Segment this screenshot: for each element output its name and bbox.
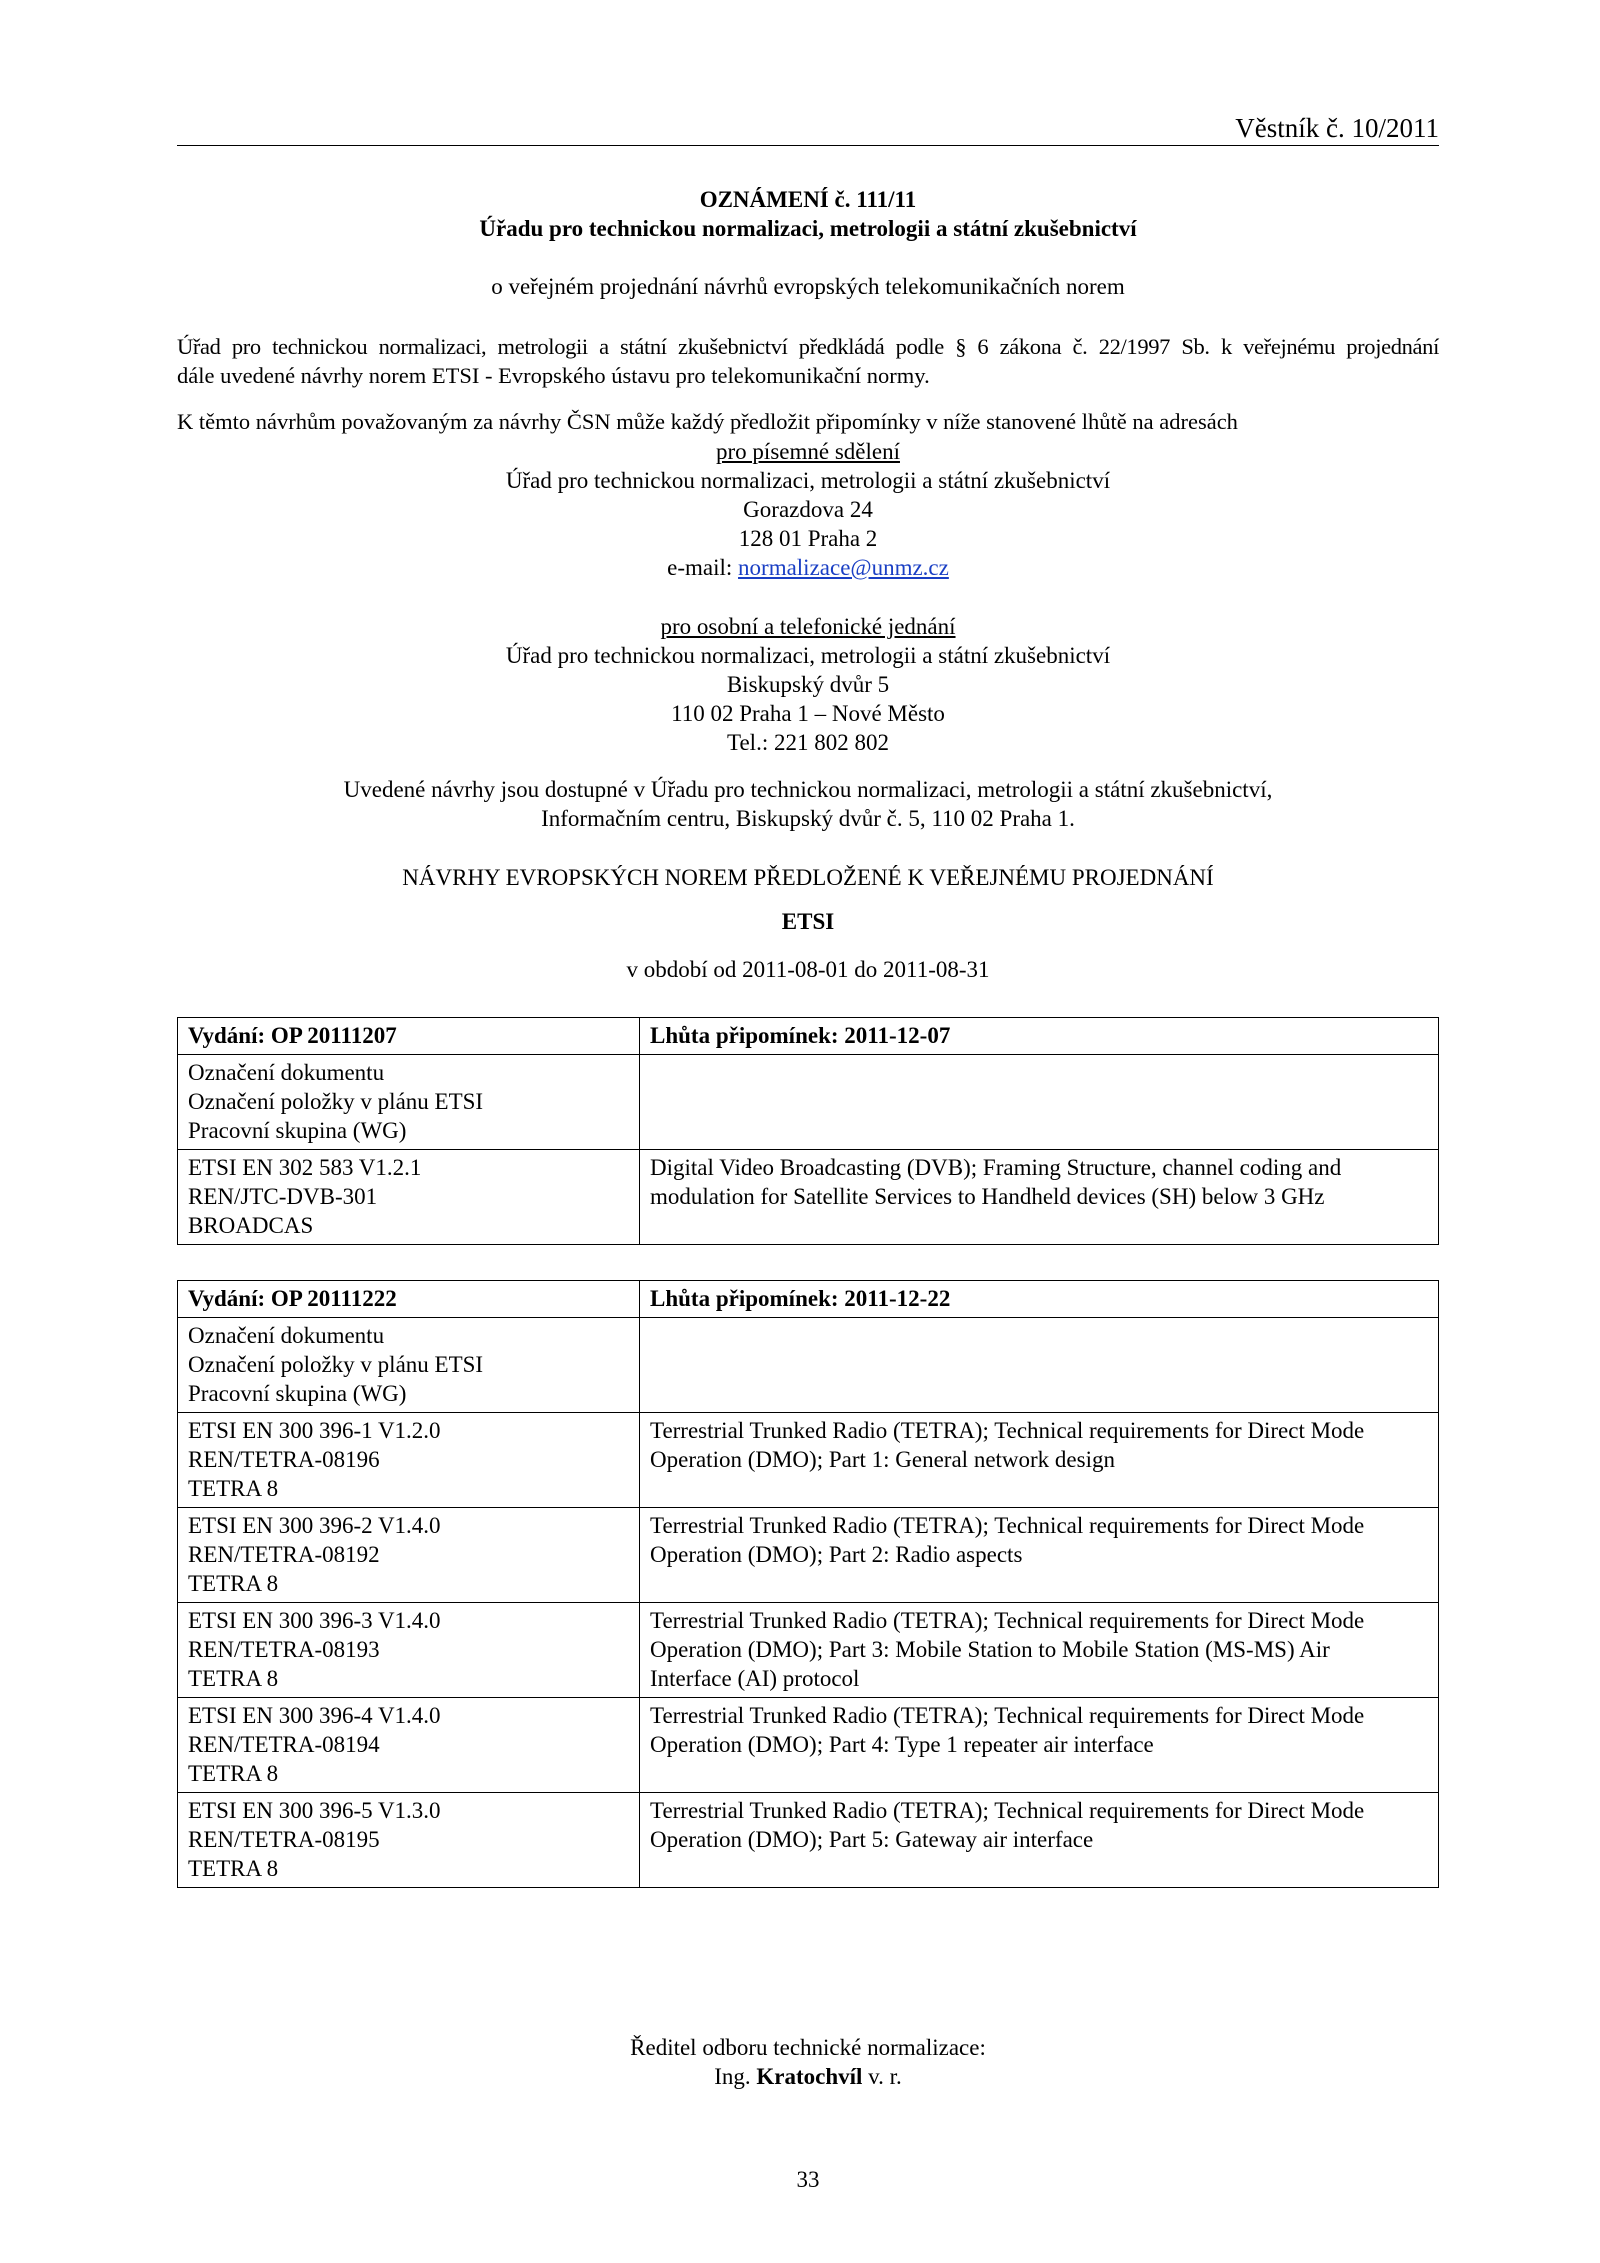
table-row: [178, 1698, 1439, 1793]
description-cell: [640, 1413, 1439, 1508]
document-cell: [178, 1698, 640, 1793]
document-cell: [178, 1793, 640, 1888]
description-cell: [640, 1603, 1439, 1698]
working-group: BROADCAS: [188, 1213, 314, 1238]
document-number: ETSI EN 300 396-1 V1.2.0: [188, 1418, 441, 1443]
plan-item: REN/TETRA-08193: [188, 1637, 380, 1662]
signature-name: Kratochvíl: [756, 2064, 863, 2089]
written-street: Gorazdova 24: [743, 497, 873, 522]
plan-item: REN/JTC-DVB-301: [188, 1184, 378, 1209]
empty-cell: [640, 1318, 1439, 1413]
description-line: modulation for Satellite Services to Handheld devices (SH) below 3 GHz: [650, 1184, 1325, 1209]
plan-item: REN/TETRA-08196: [188, 1447, 380, 1472]
description-line: Terrestrial Trunked Radio (TETRA); Technical requirements for Direct Mode: [650, 1608, 1365, 1633]
description-line: Digital Video Broadcasting (DVB); Framing Structure, channel coding and: [650, 1155, 1342, 1180]
proposal-table-2: [177, 1280, 1439, 1888]
written-org: Úřad pro technickou normalizaci, metrologii a státní zkušebnictví: [505, 468, 1111, 493]
signature-prefix: Ing.: [714, 2064, 757, 2089]
edition-cell: Vydání: OP 20111222: [178, 1281, 640, 1318]
written-city: 128 01 Praha 2: [738, 526, 878, 551]
document-cell: [178, 1150, 640, 1245]
intro-paragraph-2: K těmto návrhům považovaným za návrhy ČSN může každý předložit připomínky v níže stanovené lhůtě na adresách: [177, 409, 1238, 434]
document-cell: [178, 1413, 640, 1508]
description-line: Terrestrial Trunked Radio (TETRA); Technical requirements for Direct Mode: [650, 1513, 1365, 1538]
label-cell: [178, 1055, 640, 1150]
table-label-row: [178, 1055, 1439, 1150]
intro-paragraph-line1: Úřad pro technickou normalizaci, metrologii a státní zkušebnictví předkládá podle § 6 zákona č. 22/1997 Sb. k veřejnému projednání: [177, 334, 1439, 359]
label-document: Označení dokumentu: [188, 1060, 385, 1085]
table-label-row: [178, 1318, 1439, 1413]
signature: [177, 2062, 1439, 2091]
document-number: ETSI EN 302 583 V1.2.1: [188, 1155, 422, 1180]
section-org: ETSI: [781, 909, 835, 934]
signature-role: Ředitel odboru technické normalizace:: [630, 2035, 986, 2060]
table-row: [178, 1413, 1439, 1508]
written-contact-heading: pro písemné sdělení: [716, 439, 900, 464]
description-line: Operation (DMO); Part 4: Type 1 repeater air interface: [650, 1732, 1154, 1757]
section-heading: NÁVRHY EVROPSKÝCH NOREM PŘEDLOŽENÉ K VEŘEJNÉMU PROJEDNÁNÍ: [402, 865, 1214, 890]
document-cell: [178, 1508, 640, 1603]
signature-suffix: v. r.: [862, 2064, 902, 2089]
working-group: TETRA 8: [188, 1476, 279, 1501]
document-cell: [178, 1603, 640, 1698]
page-number: 33: [796, 2167, 820, 2192]
document-number: ETSI EN 300 396-2 V1.4.0: [188, 1513, 441, 1538]
description-cell: [640, 1793, 1439, 1888]
header-rule: [177, 145, 1439, 146]
label-working-group: Pracovní skupina (WG): [188, 1118, 407, 1143]
description-line: Operation (DMO); Part 2: Radio aspects: [650, 1542, 1023, 1567]
description-line: Terrestrial Trunked Radio (TETRA); Technical requirements for Direct Mode: [650, 1703, 1365, 1728]
description-cell: [640, 1698, 1439, 1793]
email-label: e-mail:: [667, 555, 739, 580]
description-line: Operation (DMO); Part 5: Gateway air interface: [650, 1827, 1094, 1852]
personal-contact-heading: pro osobní a telefonické jednání: [660, 614, 956, 639]
personal-city: 110 02 Praha 1 – Nové Město: [671, 701, 945, 726]
label-plan-item: Označení položky v plánu ETSI: [188, 1352, 484, 1377]
label-cell: [178, 1318, 640, 1413]
plan-item: REN/TETRA-08194: [188, 1732, 380, 1757]
notice-title: OZNÁMENÍ č. 111/11: [699, 187, 917, 212]
journal-header: Věstník č. 10/2011: [1235, 113, 1439, 143]
table-row: [178, 1603, 1439, 1698]
table-header-row: [178, 1018, 1439, 1055]
description-line: Operation (DMO); Part 1: General network design: [650, 1447, 1115, 1472]
working-group: TETRA 8: [188, 1761, 279, 1786]
document-number: ETSI EN 300 396-3 V1.4.0: [188, 1608, 441, 1633]
intro-paragraph-line2: dále uvedené návrhy norem ETSI - Evropského ústavu pro telekomunikační normy.: [177, 363, 930, 388]
table-row: [178, 1793, 1439, 1888]
table-header-row: [178, 1281, 1439, 1318]
empty-cell: [640, 1055, 1439, 1150]
label-working-group: Pracovní skupina (WG): [188, 1381, 407, 1406]
email-link[interactable]: normalizace@unmz.cz: [738, 555, 949, 580]
label-plan-item: Označení položky v plánu ETSI: [188, 1089, 484, 1114]
label-document: Označení dokumentu: [188, 1323, 385, 1348]
personal-phone: Tel.: 221 802 802: [727, 730, 889, 755]
plan-item: REN/TETRA-08192: [188, 1542, 380, 1567]
working-group: TETRA 8: [188, 1856, 279, 1881]
working-group: TETRA 8: [188, 1666, 279, 1691]
table-row: [178, 1150, 1439, 1245]
personal-org: Úřad pro technickou normalizaci, metrologii a státní zkušebnictví: [505, 643, 1111, 668]
description-line: Terrestrial Trunked Radio (TETRA); Technical requirements for Direct Mode: [650, 1418, 1365, 1443]
deadline-cell: Lhůta připomínek: 2011-12-22: [640, 1281, 1439, 1318]
description-line: Terrestrial Trunked Radio (TETRA); Technical requirements for Direct Mode: [650, 1798, 1365, 1823]
table-row: [178, 1508, 1439, 1603]
working-group: TETRA 8: [188, 1571, 279, 1596]
personal-street: Biskupský dvůr 5: [726, 672, 890, 697]
proposal-table-1: [177, 1017, 1439, 1245]
document-number: ETSI EN 300 396-4 V1.4.0: [188, 1703, 441, 1728]
description-line: Interface (AI) protocol: [650, 1666, 860, 1691]
description-cell: [640, 1508, 1439, 1603]
section-period: v období od 2011-08-01 do 2011-08-31: [626, 957, 990, 982]
edition-cell: Vydání: OP 20111207: [178, 1018, 640, 1055]
availability-line1: Uvedené návrhy jsou dostupné v Úřadu pro technickou normalizaci, metrologii a státní zkušebnictví,: [343, 777, 1273, 802]
plan-item: REN/TETRA-08195: [188, 1827, 380, 1852]
availability-line2: Informačním centru, Biskupský dvůr č. 5, 110 02 Praha 1.: [541, 806, 1075, 831]
description-cell: [640, 1150, 1439, 1245]
deadline-cell: Lhůta připomínek: 2011-12-07: [640, 1018, 1439, 1055]
notice-issuer: Úřadu pro technickou normalizaci, metrologii a státní zkušebnictví: [479, 216, 1137, 241]
notice-subtitle: o veřejném projednání návrhů evropských telekomunikačních norem: [491, 274, 1125, 299]
document-number: ETSI EN 300 396-5 V1.3.0: [188, 1798, 441, 1823]
description-line: Operation (DMO); Part 3: Mobile Station to Mobile Station (MS-MS) Air: [650, 1637, 1330, 1662]
